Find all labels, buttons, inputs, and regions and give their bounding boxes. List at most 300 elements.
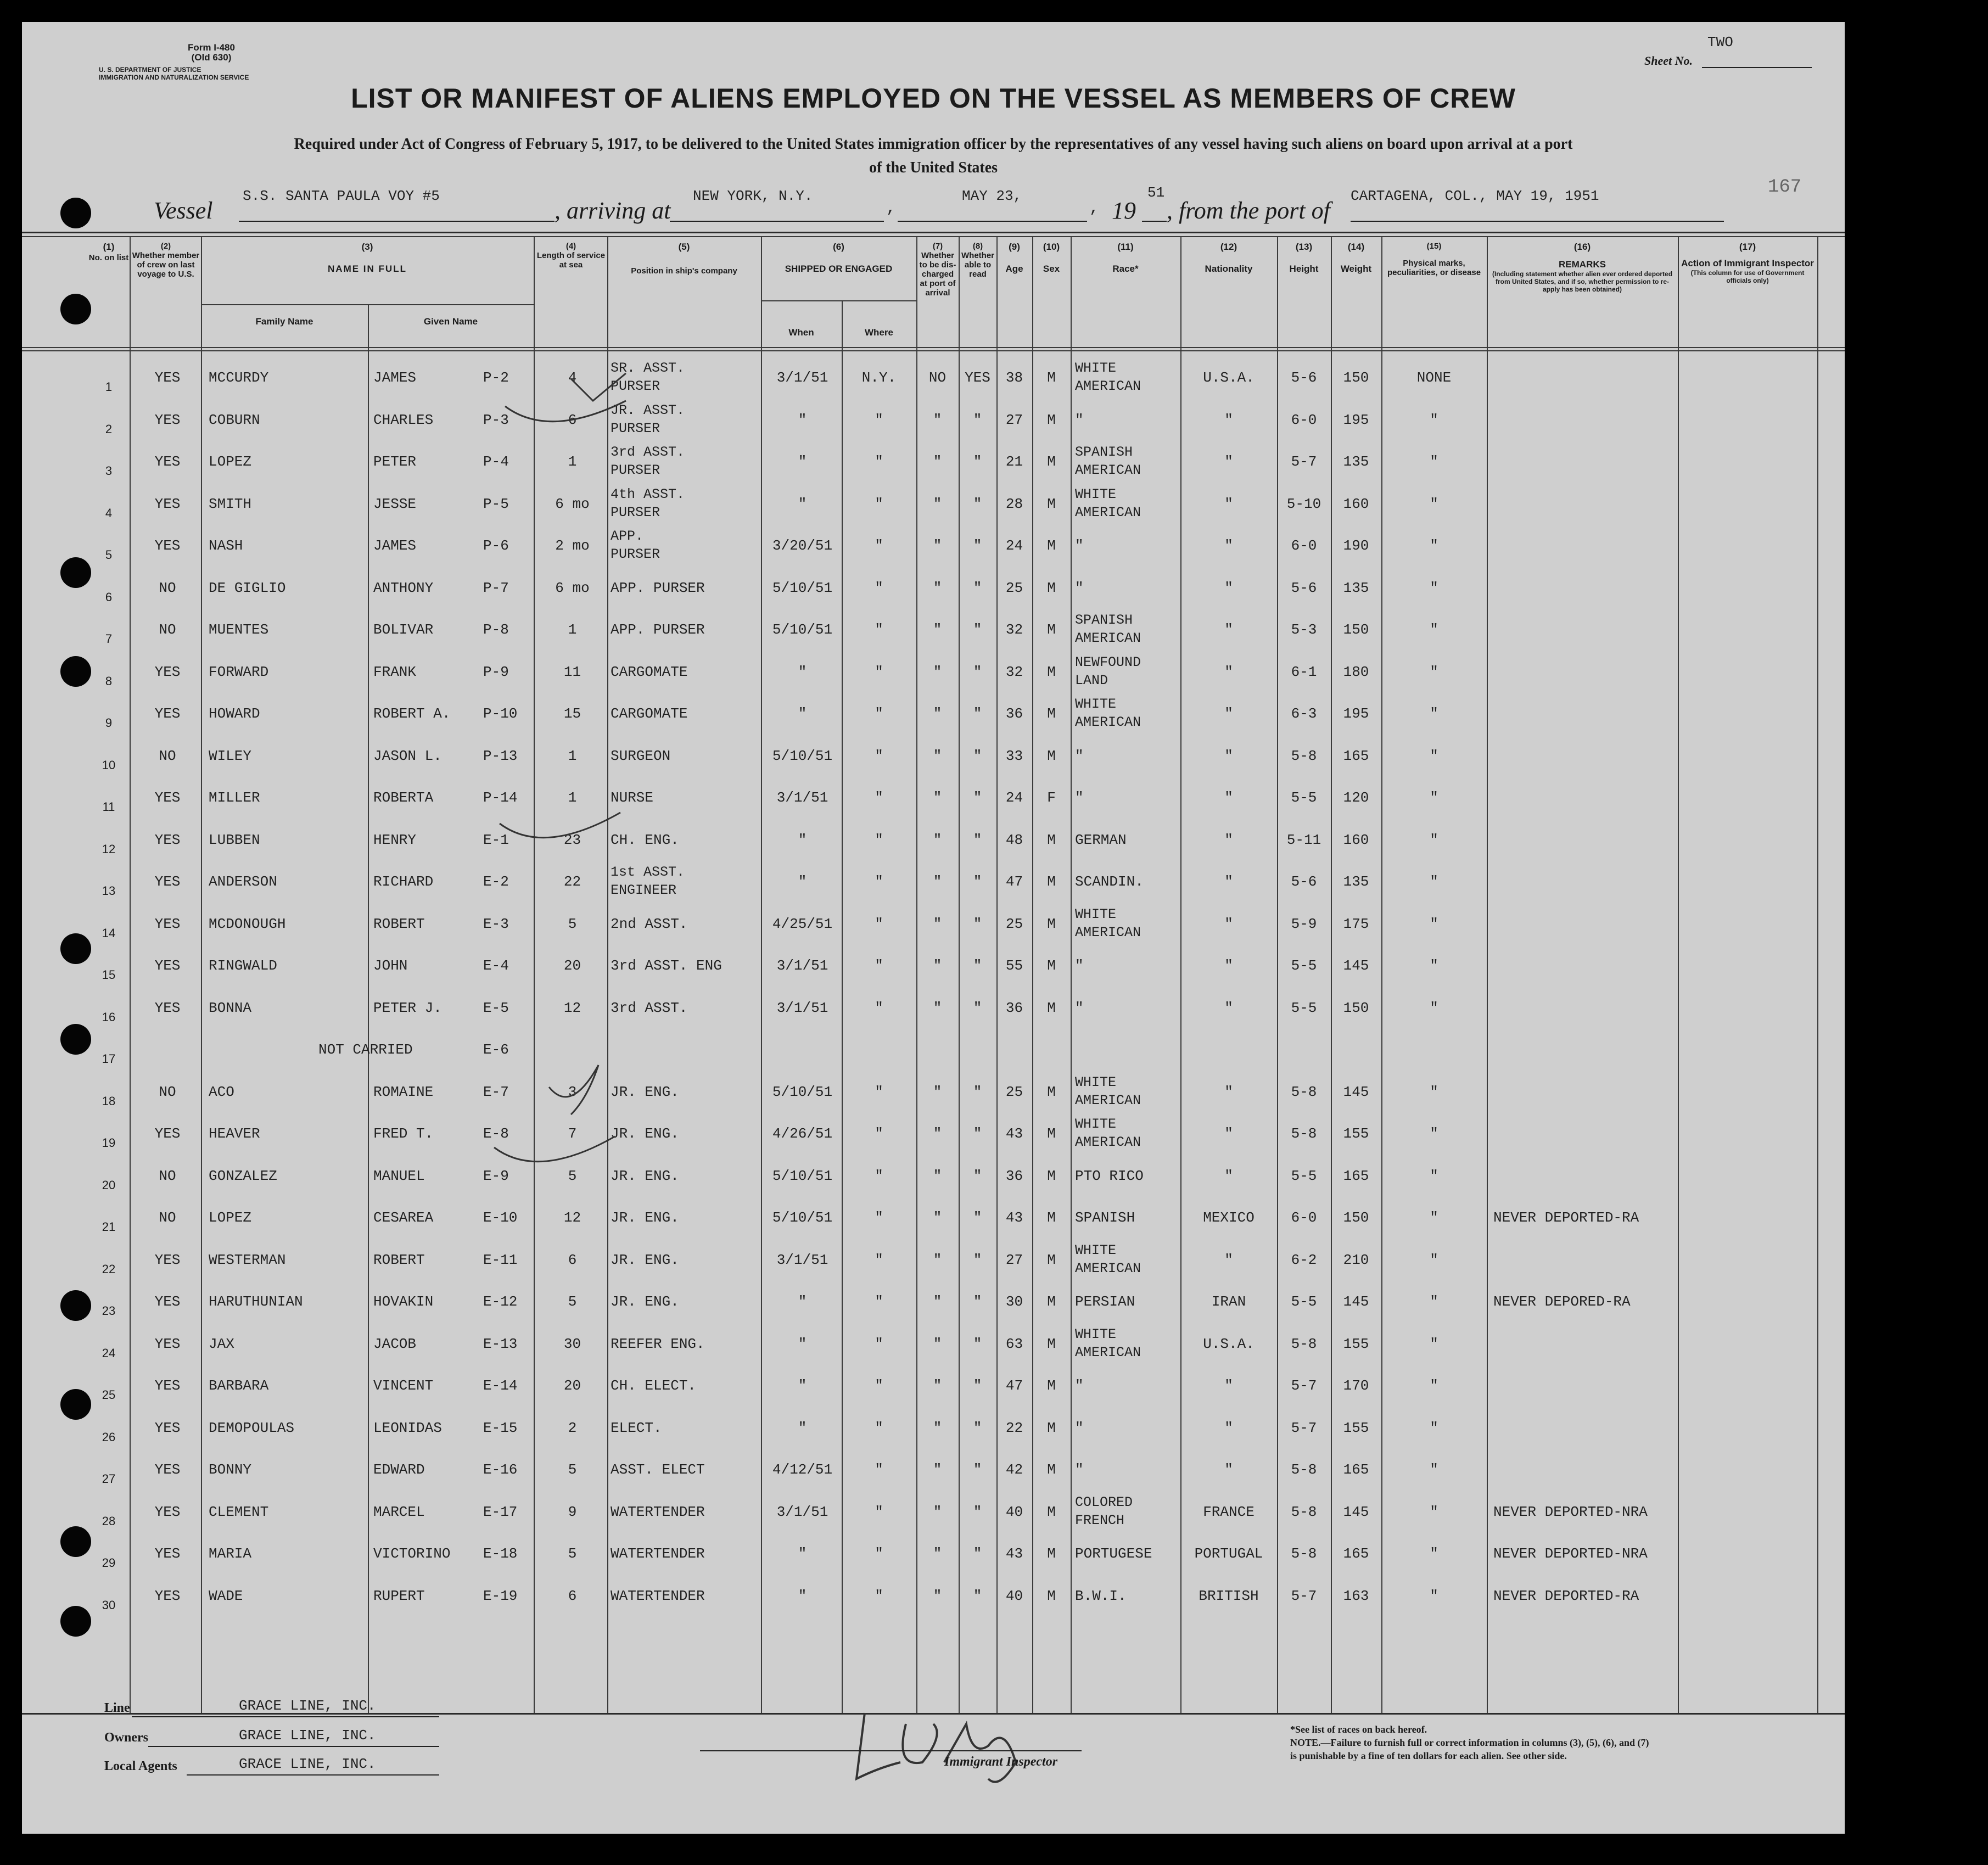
- departure-port-underline: [1351, 221, 1724, 222]
- cell-nat: ": [1224, 621, 1233, 638]
- cell-given: PETER: [373, 453, 417, 470]
- cell-given: ANTHONY: [373, 579, 434, 596]
- cell-nat: ": [1224, 957, 1233, 974]
- cell-marks: ": [1430, 1503, 1438, 1520]
- cell-when: 3/1/51: [776, 369, 828, 386]
- cell-read: ": [973, 1461, 982, 1478]
- cell-code: E-17: [483, 1503, 518, 1520]
- cell-last: NO: [159, 747, 176, 764]
- cell-read: ": [973, 873, 982, 890]
- cell-where: ": [875, 789, 883, 806]
- cell-weight: 195: [1343, 411, 1369, 428]
- table-row: [22, 944, 1762, 985]
- penalty-note-2: is punishable by a fine of ten dollars for each alien. See other side.: [1290, 1750, 1567, 1761]
- cell-last: YES: [154, 1419, 181, 1436]
- cell-height: 5-5: [1291, 957, 1317, 974]
- departure-port: CARTAGENA, COL., MAY 19, 1951: [1351, 188, 1599, 204]
- arrival-port-underline: [670, 221, 884, 222]
- col-14-header: [1331, 242, 1381, 275]
- cell-nat: ": [1224, 705, 1233, 722]
- row-number: 7: [105, 632, 113, 646]
- cell-nat: ": [1224, 873, 1233, 890]
- cell-line: PURSER: [611, 546, 660, 562]
- col-label: NAME IN FULL: [328, 264, 407, 274]
- col-label: No. on list: [88, 253, 129, 262]
- cell-read: ": [973, 789, 982, 806]
- cell-race: ": [1075, 789, 1084, 806]
- cell-service: 5: [568, 1293, 577, 1310]
- cell-weight: 120: [1343, 789, 1369, 806]
- cell-race: [1075, 485, 1180, 522]
- cell-age: 47: [1005, 1377, 1023, 1394]
- year-prefix: 19: [1112, 197, 1136, 224]
- cell-where: ": [875, 1545, 883, 1562]
- cell-family: RINGWALD: [209, 957, 277, 974]
- cell-disch: ": [933, 621, 942, 638]
- cell-when: ": [798, 831, 807, 848]
- cell-nat: BRITISH: [1199, 1587, 1259, 1604]
- cell-sex: M: [1047, 873, 1056, 890]
- cell-line: PURSER: [611, 378, 660, 394]
- cell-pos: [611, 401, 761, 438]
- cell-remarks: NEVER DEPORTED-RA: [1493, 1209, 1639, 1226]
- cell-code: P-9: [483, 663, 509, 680]
- col-number: (6): [833, 242, 844, 252]
- cell-race: B.W.I.: [1075, 1587, 1127, 1604]
- cell-disch: ": [933, 789, 942, 806]
- cell-weight: 155: [1343, 1125, 1369, 1142]
- cell-service: 12: [563, 1209, 581, 1226]
- cell-disch: ": [933, 873, 942, 890]
- cell-sex: M: [1047, 1293, 1056, 1310]
- cell-service: 7: [568, 1125, 577, 1142]
- cell-given: HENRY: [373, 831, 417, 848]
- cell-marks: ": [1430, 1545, 1438, 1562]
- cell-pos: APP. PURSER: [611, 621, 705, 638]
- cell-weight: 195: [1343, 705, 1369, 722]
- cell-disch: ": [933, 1587, 942, 1604]
- cell-height: 5-8: [1291, 1461, 1317, 1478]
- cell-race: SPANISH: [1075, 1209, 1135, 1226]
- cell-pos: CARGOMATE: [611, 663, 688, 680]
- col-6-header: [761, 242, 916, 275]
- cell-read: ": [973, 999, 982, 1016]
- cell-given: VICTORINO: [373, 1545, 451, 1562]
- cell-last: YES: [154, 1377, 181, 1394]
- col-divider: [1817, 236, 1818, 1713]
- cell-service: 20: [563, 1377, 581, 1394]
- cell-code: P-10: [483, 705, 518, 722]
- cell-pos: WATERTENDER: [611, 1503, 705, 1520]
- cell-age: 38: [1005, 369, 1023, 386]
- cell-race: ": [1075, 1419, 1084, 1436]
- cell-marks: NONE: [1416, 369, 1452, 386]
- cell-pos: ELECT.: [611, 1419, 662, 1436]
- cell-given: EDWARD: [373, 1461, 425, 1478]
- row-number: 20: [102, 1178, 116, 1192]
- cell-line: AMERICAN: [1075, 924, 1141, 940]
- cell-code: E-3: [483, 915, 509, 932]
- cell-given: CESAREA: [373, 1209, 434, 1226]
- cell-marks: ": [1430, 1377, 1438, 1394]
- cell-read: ": [973, 915, 982, 932]
- cell-age: 25: [1005, 579, 1023, 596]
- cell-weight: 165: [1343, 1461, 1369, 1478]
- cell-weight: 165: [1343, 1545, 1369, 1562]
- comma-separator: ,: [886, 199, 897, 217]
- cell-line: APP.: [611, 528, 644, 544]
- cell-race: ": [1075, 999, 1084, 1016]
- cell-service: 1: [568, 789, 577, 806]
- cell-pos: CH. ENG.: [611, 831, 679, 848]
- table-top-rule: [22, 232, 1845, 233]
- col-number: (2): [160, 242, 171, 251]
- cell-line: PURSER: [611, 420, 660, 436]
- cell-age: 24: [1005, 789, 1023, 806]
- table-row: [22, 1028, 1762, 1069]
- cell-weight: 180: [1343, 663, 1369, 680]
- cell-last: NO: [159, 579, 176, 596]
- cell-disch: ": [933, 579, 942, 596]
- cell-height: 5-8: [1291, 747, 1317, 764]
- cell-age: 32: [1005, 663, 1023, 680]
- cell-line: PURSER: [611, 462, 660, 478]
- cell-family: ACO: [209, 1083, 234, 1100]
- form-id-block: [156, 43, 266, 63]
- cell-line: FRENCH: [1075, 1512, 1125, 1528]
- cell-race: PTO RICO: [1075, 1167, 1144, 1184]
- cell-code: P-4: [483, 453, 509, 470]
- cell-when: ": [798, 495, 807, 512]
- cell-family: COBURN: [209, 411, 260, 428]
- race-footnote: *See list of races on back hereof.: [1290, 1724, 1427, 1735]
- cell-when: ": [798, 1377, 807, 1394]
- cell-nat: U.S.A.: [1203, 369, 1255, 386]
- cell-disch: ": [933, 1167, 942, 1184]
- cell-age: 32: [1005, 621, 1023, 638]
- cell-where: ": [875, 1587, 883, 1604]
- cell-sex: M: [1047, 1209, 1056, 1226]
- cell-sex: M: [1047, 411, 1056, 428]
- cell-height: 5-5: [1291, 789, 1317, 806]
- cell-marks: ": [1430, 915, 1438, 932]
- cell-age: 28: [1005, 495, 1023, 512]
- department-name: U. S. DEPARTMENT OF JUSTICE: [99, 66, 201, 74]
- cell-marks: ": [1430, 663, 1438, 680]
- cell-age: 36: [1005, 1167, 1023, 1184]
- row-number: 11: [102, 800, 115, 814]
- col-4-header: [536, 242, 606, 270]
- cell-weight: 155: [1343, 1335, 1369, 1352]
- cell-race: [1075, 359, 1180, 395]
- cell-line: AMERICAN: [1075, 462, 1141, 478]
- cell-age: 43: [1005, 1209, 1023, 1226]
- cell-service: 5: [568, 915, 577, 932]
- cell-age: 30: [1005, 1293, 1023, 1310]
- cell-line: AMERICAN: [1075, 1092, 1141, 1108]
- cell-when: ": [798, 1293, 807, 1310]
- cell-when: 4/26/51: [772, 1125, 833, 1142]
- col-number: (12): [1220, 242, 1237, 252]
- cell-marks: ": [1430, 1587, 1438, 1604]
- cell-disch: ": [933, 999, 942, 1016]
- cell-line: AMERICAN: [1075, 504, 1141, 520]
- cell-service: 15: [563, 705, 581, 722]
- col-10-header: [1032, 242, 1071, 275]
- cell-line: PURSER: [611, 504, 660, 520]
- cell-line: WHITE: [1075, 906, 1117, 922]
- row-number: 15: [102, 968, 116, 982]
- cell-pos: ASST. ELECT: [611, 1461, 705, 1478]
- cell-service: 3: [568, 1083, 577, 1100]
- col-11-header: [1071, 242, 1180, 275]
- cell-last: YES: [154, 831, 181, 848]
- cell-disch: ": [933, 1293, 942, 1310]
- cell-family: SMITH: [209, 495, 252, 512]
- cell-line: AMERICAN: [1075, 1344, 1141, 1360]
- cell-nat: U.S.A.: [1203, 1335, 1255, 1352]
- cell-weight: 135: [1343, 873, 1369, 890]
- cell-height: 5-7: [1291, 453, 1317, 470]
- cell-last: YES: [154, 1125, 181, 1142]
- cell-race: ": [1075, 1377, 1084, 1394]
- cell-code: P-13: [483, 747, 518, 764]
- cell-code: E-18: [483, 1545, 518, 1562]
- cell-age: 47: [1005, 873, 1023, 890]
- cell-sex: M: [1047, 453, 1056, 470]
- cell-disch: ": [933, 1545, 942, 1562]
- cell-weight: 175: [1343, 915, 1369, 932]
- cell-disch: ": [933, 453, 942, 470]
- cell-last: YES: [154, 789, 181, 806]
- cell-code: E-19: [483, 1587, 518, 1604]
- cell-sex: M: [1047, 1545, 1056, 1562]
- cell-code: E-15: [483, 1419, 518, 1436]
- col-3-header: [201, 242, 534, 275]
- cell-disch: ": [933, 957, 942, 974]
- local-agents-underline: [187, 1774, 439, 1776]
- cell-nat: FRANCE: [1203, 1503, 1255, 1520]
- signature-stroke: [944, 1724, 1016, 1782]
- cell-when: 3/20/51: [772, 537, 833, 554]
- cell-weight: 150: [1343, 621, 1369, 638]
- cell-disch: ": [933, 1251, 942, 1268]
- cell-given: JAMES: [373, 537, 417, 554]
- cell-age: 40: [1005, 1587, 1023, 1604]
- cell-given: ROMAINE: [373, 1083, 434, 1100]
- inspector-signature: [856, 1713, 1016, 1782]
- cell-family: DE GIGLIO: [209, 579, 286, 596]
- cell-nat: ": [1224, 1251, 1233, 1268]
- cell-marks: ": [1430, 411, 1438, 428]
- row-number: 14: [102, 926, 116, 940]
- cell-disch: ": [933, 831, 942, 848]
- from-port-label: , from the port of: [1167, 197, 1330, 224]
- cell-height: 5-10: [1286, 495, 1321, 512]
- cell-age: 33: [1005, 747, 1023, 764]
- family-name-header: Family Name: [255, 316, 313, 327]
- row-number: 10: [102, 758, 116, 772]
- cell-service: 1: [568, 453, 577, 470]
- col-number: (17): [1739, 242, 1756, 252]
- col-7-header: [917, 242, 958, 298]
- cell-when: 3/1/51: [776, 1251, 828, 1268]
- cell-height: 5-8: [1291, 1125, 1317, 1142]
- cell-marks: ": [1430, 453, 1438, 470]
- cell-where: N.Y.: [861, 369, 897, 386]
- cell-line: NEWFOUND: [1075, 654, 1141, 670]
- col-number: (9): [1009, 242, 1020, 252]
- cell-weight: 165: [1343, 747, 1369, 764]
- cell-height: 6-0: [1291, 537, 1317, 554]
- row-number: 13: [102, 884, 116, 898]
- cell-when: ": [798, 663, 807, 680]
- cell-height: 5-6: [1291, 579, 1317, 596]
- cell-given: RUPERT: [373, 1587, 425, 1604]
- cell-nat: ": [1224, 1461, 1233, 1478]
- local-agents-value: GRACE LINE, INC.: [239, 1756, 376, 1772]
- col-16-header: [1488, 242, 1677, 293]
- cell-pos: JR. ENG.: [611, 1167, 679, 1184]
- cell-line: WHITE: [1075, 1074, 1117, 1090]
- line-value: GRACE LINE, INC.: [239, 1698, 376, 1714]
- subtitle-line-1: Required under Act of Congress of February 5, 1917, to be delivered to the United States immigration officer by the representatives of any vessel having such aliens on board upon arrival at a port: [294, 136, 1573, 153]
- sheet-number: TWO: [1707, 34, 1733, 51]
- col-number: (3): [361, 242, 373, 252]
- cell-pos: 3rd ASST.: [611, 999, 688, 1016]
- table-row: [22, 692, 1762, 733]
- cell-race: [1075, 1115, 1180, 1151]
- cell-height: 5-6: [1291, 369, 1317, 386]
- cell-pos: 2nd ASST.: [611, 915, 688, 932]
- cell-sex: M: [1047, 999, 1056, 1016]
- cell-age: 25: [1005, 1083, 1023, 1100]
- cell-race: GERMAN: [1075, 831, 1127, 848]
- cell-marks: ": [1430, 1335, 1438, 1352]
- cell-nat: ": [1224, 453, 1233, 470]
- cell-line: COLORED: [1075, 1494, 1133, 1510]
- when-header: When: [788, 327, 814, 338]
- cell-race: PORTUGESE: [1075, 1545, 1152, 1562]
- row-number: 19: [102, 1136, 116, 1150]
- col-2-header: [132, 242, 200, 279]
- cell-last: YES: [154, 537, 181, 554]
- where-header: Where: [865, 327, 893, 338]
- cell-line: WHITE: [1075, 1326, 1117, 1342]
- cell-sex: M: [1047, 579, 1056, 596]
- cell-service: 5: [568, 1461, 577, 1478]
- cell-read: ": [973, 1545, 982, 1562]
- arrival-year-underline: [1142, 221, 1167, 222]
- table-row: [22, 986, 1762, 1028]
- cell-last: YES: [154, 873, 181, 890]
- cell-age: 40: [1005, 1503, 1023, 1520]
- cell-sex: M: [1047, 621, 1056, 638]
- cell-where: ": [875, 1125, 883, 1142]
- cell-service: 6: [568, 411, 577, 428]
- given-name-header: Given Name: [423, 316, 478, 327]
- cell-where: ": [875, 915, 883, 932]
- cell-last: YES: [154, 705, 181, 722]
- cell-sex: F: [1047, 789, 1056, 806]
- header-bottom-rule: [22, 347, 1845, 348]
- cell-sex: M: [1047, 537, 1056, 554]
- cell-race: [1075, 1073, 1180, 1110]
- cell-given: FRANK: [373, 663, 417, 680]
- table-row: [22, 860, 1762, 901]
- col-number: (1): [103, 242, 115, 252]
- cell-when: ": [798, 453, 807, 470]
- cell-read: ": [973, 1209, 982, 1226]
- row-number: 12: [102, 842, 116, 856]
- cell-marks: ": [1430, 1209, 1438, 1226]
- cell-nat: ": [1224, 1125, 1233, 1142]
- table-row: [22, 734, 1762, 776]
- table-row: [22, 398, 1762, 440]
- comma-separator: ,: [1089, 199, 1100, 217]
- cell-when: ": [798, 1587, 807, 1604]
- cell-nat: ": [1224, 747, 1233, 764]
- cell-code: E-13: [483, 1335, 518, 1352]
- cell-read: ": [973, 537, 982, 554]
- cell-race: SCANDIN.: [1075, 873, 1144, 890]
- cell-where: ": [875, 1251, 883, 1268]
- cell-service: 30: [563, 1335, 581, 1352]
- cell-read: ": [973, 453, 982, 470]
- cell-given: CHARLES: [373, 411, 434, 428]
- cell-line: 4th ASST.: [611, 486, 685, 502]
- col-5-header: [607, 242, 761, 277]
- cell-height: 5-7: [1291, 1419, 1317, 1436]
- col-label: Length of service at sea: [536, 251, 606, 270]
- cell-disch: ": [933, 495, 942, 512]
- cell-pos: CH. ELECT.: [611, 1377, 697, 1394]
- cell-sex: M: [1047, 1377, 1056, 1394]
- cell-pos: JR. ENG.: [611, 1083, 679, 1100]
- cell-when: ": [798, 873, 807, 890]
- cell-line: 1st ASST.: [611, 864, 685, 880]
- col-12-header: [1180, 242, 1277, 275]
- cell-service: 1: [568, 747, 577, 764]
- cell-age: 21: [1005, 453, 1023, 470]
- row-number: 26: [102, 1430, 116, 1444]
- cell-marks: ": [1430, 1461, 1438, 1478]
- cell-nat: PORTUGAL: [1194, 1545, 1263, 1562]
- cell-read: ": [973, 1587, 982, 1604]
- cell-family: GONZALEZ: [209, 1167, 277, 1184]
- cell-when: 3/1/51: [776, 957, 828, 974]
- arriving-label: , arriving at: [555, 197, 671, 224]
- cell-age: 22: [1005, 1419, 1023, 1436]
- table-row: [22, 1448, 1762, 1489]
- cell-where: ": [875, 579, 883, 596]
- col-15-header: [1384, 242, 1485, 277]
- cell-read: ": [973, 1167, 982, 1184]
- cell-height: 6-0: [1291, 1209, 1317, 1226]
- cell-age: 25: [1005, 915, 1023, 932]
- col-number: (11): [1117, 242, 1134, 252]
- table-row: [22, 902, 1762, 944]
- cell-when: 4/12/51: [772, 1461, 833, 1478]
- vessel-name: S.S. SANTA PAULA VOY #5: [243, 188, 440, 204]
- cell-race: [1075, 905, 1180, 942]
- cell-given: MARCEL: [373, 1503, 425, 1520]
- cell-weight: 210: [1343, 1251, 1369, 1268]
- row-number: 3: [105, 464, 113, 478]
- cell-code: P-8: [483, 621, 509, 638]
- cell-weight: 150: [1343, 369, 1369, 386]
- arrival-port: NEW YORK, N.Y.: [693, 188, 813, 204]
